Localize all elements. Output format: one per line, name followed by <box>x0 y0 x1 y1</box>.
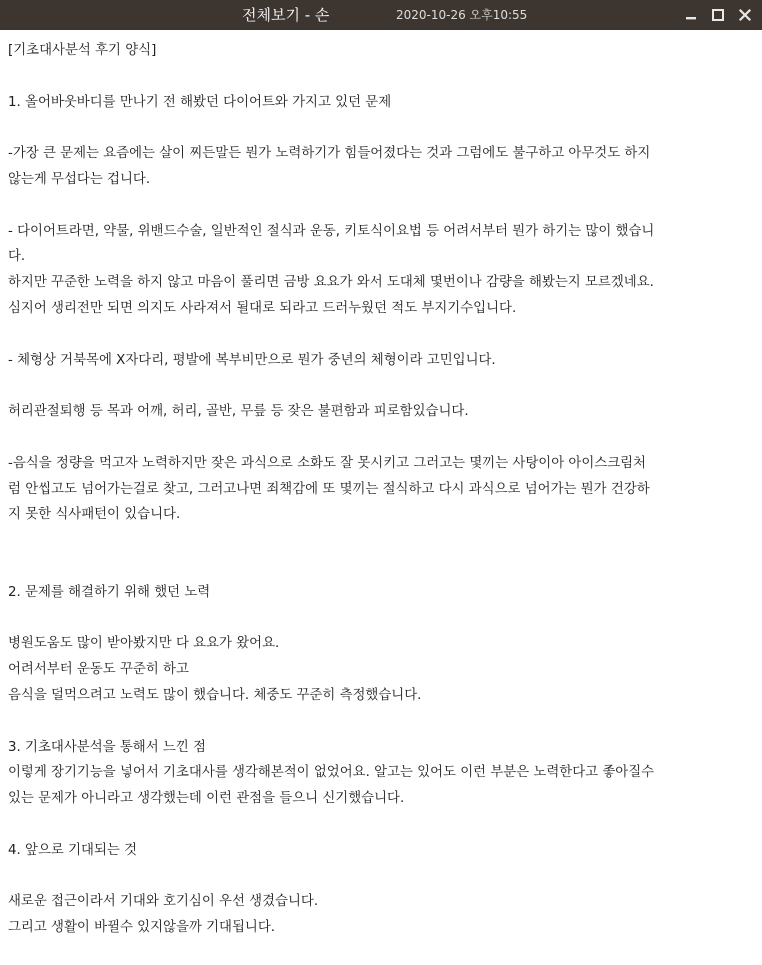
text-line <box>8 709 756 735</box>
text-line <box>8 528 756 554</box>
maximize-button[interactable] <box>709 6 727 24</box>
window-titlebar <box>0 0 762 30</box>
close-icon <box>736 6 754 24</box>
text-line <box>8 554 756 580</box>
text-line <box>8 812 756 838</box>
text-line <box>8 606 756 632</box>
text-line <box>8 864 756 890</box>
text-line: 4. 앞으로 기대되는 것 <box>8 842 138 858</box>
text-line: 심지어 생리전만 되면 의지도 사라져서 될대로 되라고 드러누웠던 적도 부지기수입니다. <box>8 300 517 316</box>
text-line: 지 못한 식사패턴이 있습니다. <box>8 507 181 523</box>
minimize-button[interactable] <box>682 6 700 24</box>
window-title: 전체보기 - 손 <box>242 6 330 24</box>
text-line <box>8 373 756 399</box>
post-timestamp: 2020-10-26 오후10:55 <box>396 8 528 22</box>
text-line <box>8 115 756 141</box>
text-line: 어려서부터 운동도 꾸준히 하고 <box>8 662 189 678</box>
text-line: 병원도움도 많이 받아봤지만 다 요요가 왔어요. <box>8 636 280 652</box>
text-line <box>8 322 756 348</box>
text-line: 허리관절퇴행 등 목과 어깨, 허리, 골반, 무릎 등 잦은 불편함과 피로함있습니다. <box>8 404 469 420</box>
text-line <box>8 193 756 219</box>
text-line: 그리고 생활이 바뀔수 있지않을까 기대됩니다. <box>8 920 276 936</box>
maximize-icon <box>709 6 727 24</box>
text-line: 다. <box>8 249 26 265</box>
text-line: -가장 큰 문제는 요즘에는 살이 찌든말든 뭔가 노력하기가 힘들어졌다는 것과 그럼에도 불구하고 아무것도 하지 <box>8 146 651 162</box>
text-line: 음식을 덜먹으려고 노력도 많이 했습니다. 체중도 꾸준히 측정했습니다. <box>8 687 422 703</box>
text-line: - 체형상 거북목에 X자다리, 평발에 복부비만으로 뭔가 중년의 체형이라 고민입니다. <box>8 352 496 368</box>
document-body <box>0 30 762 965</box>
text-line: 않는게 무섭다는 겁니다. <box>8 171 151 187</box>
text-line <box>8 425 756 451</box>
text-line: - 다이어트라면, 약물, 위밴드수술, 일반적인 절식과 운동, 키토식이요법 등 어려서부터 뭔가 하기는 많이 했습니 <box>8 223 655 239</box>
minimize-icon <box>682 6 700 24</box>
text-line: 럼 안씹고도 넘어가는걸로 찾고, 그러고나면 죄책감에 또 몇끼는 절식하고 다시 과식으로 넘어가는 뭔가 건강하 <box>8 481 650 497</box>
text-line: [기초대사분석 후기 양식] <box>8 43 157 58</box>
text-line <box>8 64 756 90</box>
close-button[interactable] <box>736 6 754 24</box>
text-line: 1. 올어바웃바디를 만나기 전 해봤던 다이어트와 가지고 있던 문제 <box>8 94 392 110</box>
text-line: 하지만 꾸준한 노력을 하지 않고 마음이 풀리면 금방 요요가 와서 도대체 몇번이나 감량을 해봤는지 모르겠네요. <box>8 275 654 291</box>
text-line: 이렇게 장기기능을 넣어서 기초대사를 생각해본적이 없었어요. 알고는 있어도 이런 부분은 노력한다고 좋아질수 <box>8 765 655 781</box>
text-line: 있는 문제가 아니라고 생각했는데 이런 관점을 들으니 신기했습니다. <box>8 791 405 807</box>
text-line: 2. 문제를 해결하기 위해 했던 노력 <box>8 584 211 600</box>
text-line: -음식을 정량을 먹고자 노력하지만 잦은 과식으로 소화도 잘 못시키고 그러고는 몇끼는 사탕이아 아이스크림처 <box>8 455 646 471</box>
text-line: 새로운 접근이라서 기대와 호기심이 우선 생겼습니다. <box>8 894 319 910</box>
text-line: 3. 기초대사분석을 통해서 느낀 점 <box>8 739 206 755</box>
